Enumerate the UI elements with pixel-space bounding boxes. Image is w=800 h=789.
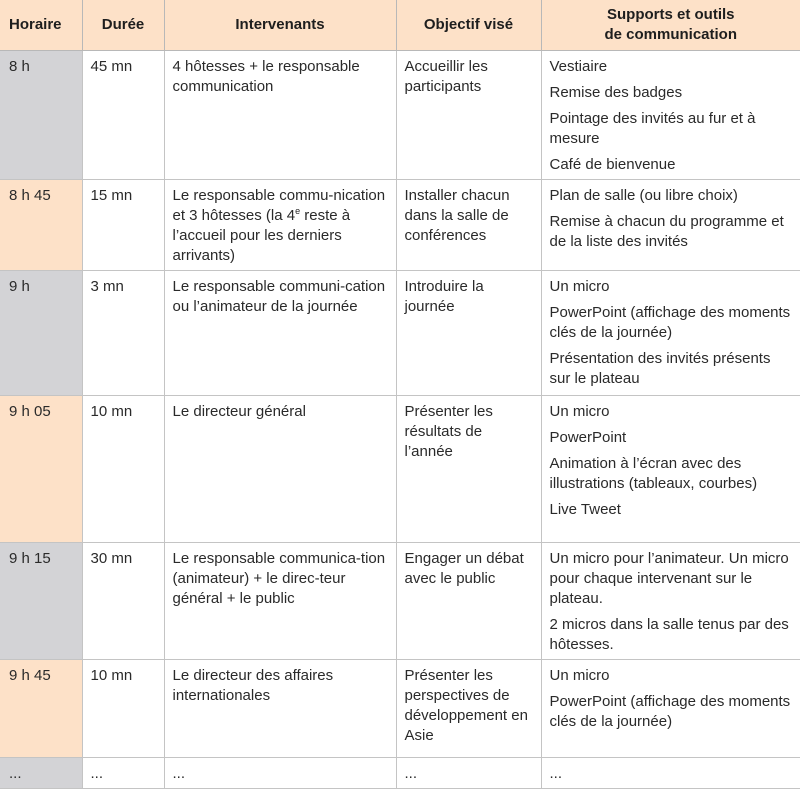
cell-objectif: Installer chacun dans la salle de conférences — [396, 180, 541, 271]
cell-duree: ... — [82, 758, 164, 789]
cell-intervenants: Le responsable communica-tion (animateur) + le direc-teur général + le public — [164, 543, 396, 660]
cell-duree: 10 mn — [82, 396, 164, 543]
header-supports — [541, 0, 800, 51]
cell-objectif: ... — [396, 758, 541, 789]
header-supports-line2: de communication — [604, 26, 738, 43]
cell-intervenants: Le responsable communi-cation ou l’animateur de la journée — [164, 271, 396, 396]
cell-duree: 3 mn — [82, 271, 164, 396]
support-item: Un micro — [549, 278, 610, 295]
support-item: Café de bienvenue — [549, 156, 676, 173]
support-item: Remise à chacun du programme et de la liste des invités — [549, 213, 784, 250]
table-row — [0, 758, 800, 789]
support-item: PowerPoint (affichage des moments clés de la journée) — [549, 693, 791, 730]
support-item: Live Tweet — [549, 501, 621, 518]
cell-supports — [541, 758, 800, 789]
cell-horaire: ... — [0, 758, 82, 789]
support-item: PowerPoint — [549, 429, 627, 446]
cell-horaire: 9 h 45 — [0, 660, 82, 758]
support-item: Un micro — [549, 403, 610, 420]
table-row — [0, 51, 800, 180]
header-horaire: Horaire — [0, 0, 82, 51]
cell-intervenants: 4 hôtesses + le responsable communication — [164, 51, 396, 180]
cell-intervenants — [164, 180, 396, 271]
cell-supports — [541, 543, 800, 660]
support-item: Un micro pour l’animateur. Un micro pour chaque intervenant sur le plateau. — [549, 550, 789, 607]
table-row — [0, 271, 800, 396]
cell-duree: 15 mn — [82, 180, 164, 271]
support-item: Remise des badges — [549, 84, 683, 101]
cell-intervenants: Le directeur des affaires internationales — [164, 660, 396, 758]
cell-intervenants: Le directeur général — [164, 396, 396, 543]
superscript: e — [295, 206, 301, 216]
cell-supports — [541, 396, 800, 543]
header-duree: Durée — [82, 0, 164, 51]
cell-objectif: Accueillir les participants — [396, 51, 541, 180]
cell-horaire: 9 h 05 — [0, 396, 82, 543]
table-row — [0, 396, 800, 543]
cell-objectif: Présenter les perspectives de développement en Asie — [396, 660, 541, 758]
support-item: PowerPoint (affichage des moments clés de la journée) — [549, 304, 791, 341]
support-item: Présentation des invités présents sur le plateau — [549, 350, 771, 387]
intervenants-text-a: Le responsable commu-nication et 3 hôtesses (la 4 — [172, 187, 386, 224]
cell-supports — [541, 180, 800, 271]
cell-duree: 45 mn — [82, 51, 164, 180]
cell-supports — [541, 660, 800, 758]
support-item: 2 micros dans la salle tenus par des hôtesses. — [549, 616, 789, 653]
table-row — [0, 180, 800, 271]
cell-supports — [541, 271, 800, 396]
cell-horaire: 8 h 45 — [0, 180, 82, 271]
cell-duree: 10 mn — [82, 660, 164, 758]
support-item: Plan de salle (ou libre choix) — [549, 187, 738, 204]
cell-horaire: 8 h — [0, 51, 82, 180]
header-objectif: Objectif visé — [396, 0, 541, 51]
cell-horaire: 9 h — [0, 271, 82, 396]
cell-horaire: 9 h 15 — [0, 543, 82, 660]
cell-intervenants: ... — [164, 758, 396, 789]
intervenants-text-b: reste à l’accueil pour les derniers arrivants) — [172, 207, 351, 264]
cell-supports — [541, 51, 800, 180]
support-item: Un micro — [549, 667, 610, 684]
header-supports-line1: Supports et outils — [607, 6, 735, 23]
table-row — [0, 660, 800, 758]
cell-duree: 30 mn — [82, 543, 164, 660]
support-item: ... — [549, 765, 563, 782]
cell-objectif: Engager un débat avec le public — [396, 543, 541, 660]
table-row — [0, 543, 800, 660]
header-row — [0, 0, 800, 51]
header-intervenants: Intervenants — [164, 0, 396, 51]
support-item: Vestiaire — [549, 58, 608, 75]
cell-objectif: Introduire la journée — [396, 271, 541, 396]
cell-objectif: Présenter les résultats de l’année — [396, 396, 541, 543]
support-item: Pointage des invités au fur et à mesure — [549, 110, 756, 147]
support-item: Animation à l’écran avec des illustrations (tableaux, courbes) — [549, 455, 758, 492]
